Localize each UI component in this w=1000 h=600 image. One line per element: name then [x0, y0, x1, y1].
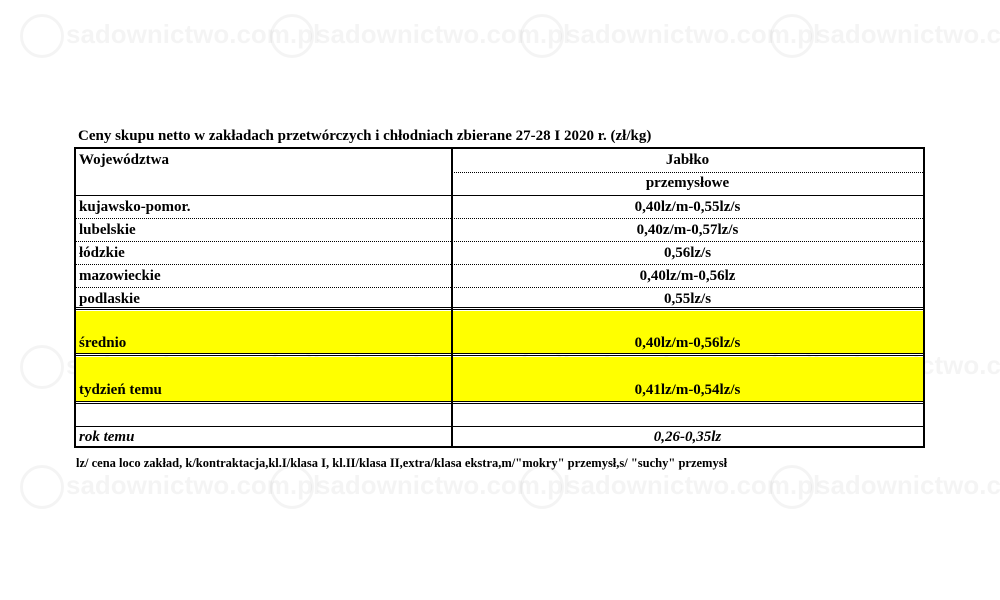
last-week-row: [76, 357, 923, 401]
header-region: Województwa: [79, 152, 169, 168]
watermark-logo: [20, 14, 320, 58]
header-apple-line1: Jabłko: [665, 152, 710, 168]
region-cell: mazowieckie: [79, 267, 161, 284]
average-price: 0,40lz/m-0,56lz/s: [634, 335, 741, 351]
price-cell: 0,40z/m-0,57lz/s: [636, 221, 739, 238]
watermark-logo: [270, 465, 570, 509]
price-table: [74, 147, 925, 448]
table-title: Ceny skupu netto w zakładach przetwórczych i chłodniach zbierane 27-28 I 2020 r. (zł/kg): [78, 128, 652, 144]
price-cell: 0,55lz/s: [663, 290, 712, 307]
table-row: [76, 196, 923, 218]
column-separator: [451, 149, 453, 446]
last-year-label: rok temu: [79, 429, 135, 445]
region-cell: podlaskie: [79, 290, 140, 307]
watermark-logo: [770, 465, 1000, 509]
region-cell: łódzkie: [79, 244, 125, 261]
price-cell: 0,56lz/s: [663, 244, 712, 261]
footnote: lz/ cena loco zakład, k/kontraktacja,kl.I/klasa I, kl.II/klasa II,extra/klasa ekstra,m/"mokry" przemysł,s/ "suchy" przemysł: [76, 456, 728, 470]
price-cell: 0,40lz/m-0,55lz/s: [634, 198, 741, 215]
price-cell: 0,40lz/m-0,56lz: [639, 267, 736, 284]
last-year-price: 0,26-0,35lz: [653, 429, 722, 445]
divider: [76, 401, 923, 404]
divider: [76, 353, 923, 356]
watermark-logo: [520, 14, 820, 58]
table-row: [76, 219, 923, 241]
header-apple-line2: przemysłowe: [645, 175, 730, 191]
last-week-price: 0,41lz/m-0,54lz/s: [634, 382, 741, 398]
average-label: średnio: [79, 335, 127, 351]
watermark-logo: [270, 14, 570, 58]
region-cell: lubelskie: [79, 221, 136, 238]
region-cell: kujawsko-pomor.: [79, 198, 191, 215]
table-row: [76, 265, 923, 287]
divider: [76, 426, 923, 427]
header-split-line: [452, 172, 923, 173]
last-week-label: tydzień temu: [79, 382, 162, 398]
average-row: [76, 311, 923, 354]
watermark-logo: [520, 465, 820, 509]
watermark-logo: [20, 465, 320, 509]
table-row: [76, 242, 923, 264]
divider: [76, 307, 923, 310]
watermark-logo: [770, 14, 1000, 58]
